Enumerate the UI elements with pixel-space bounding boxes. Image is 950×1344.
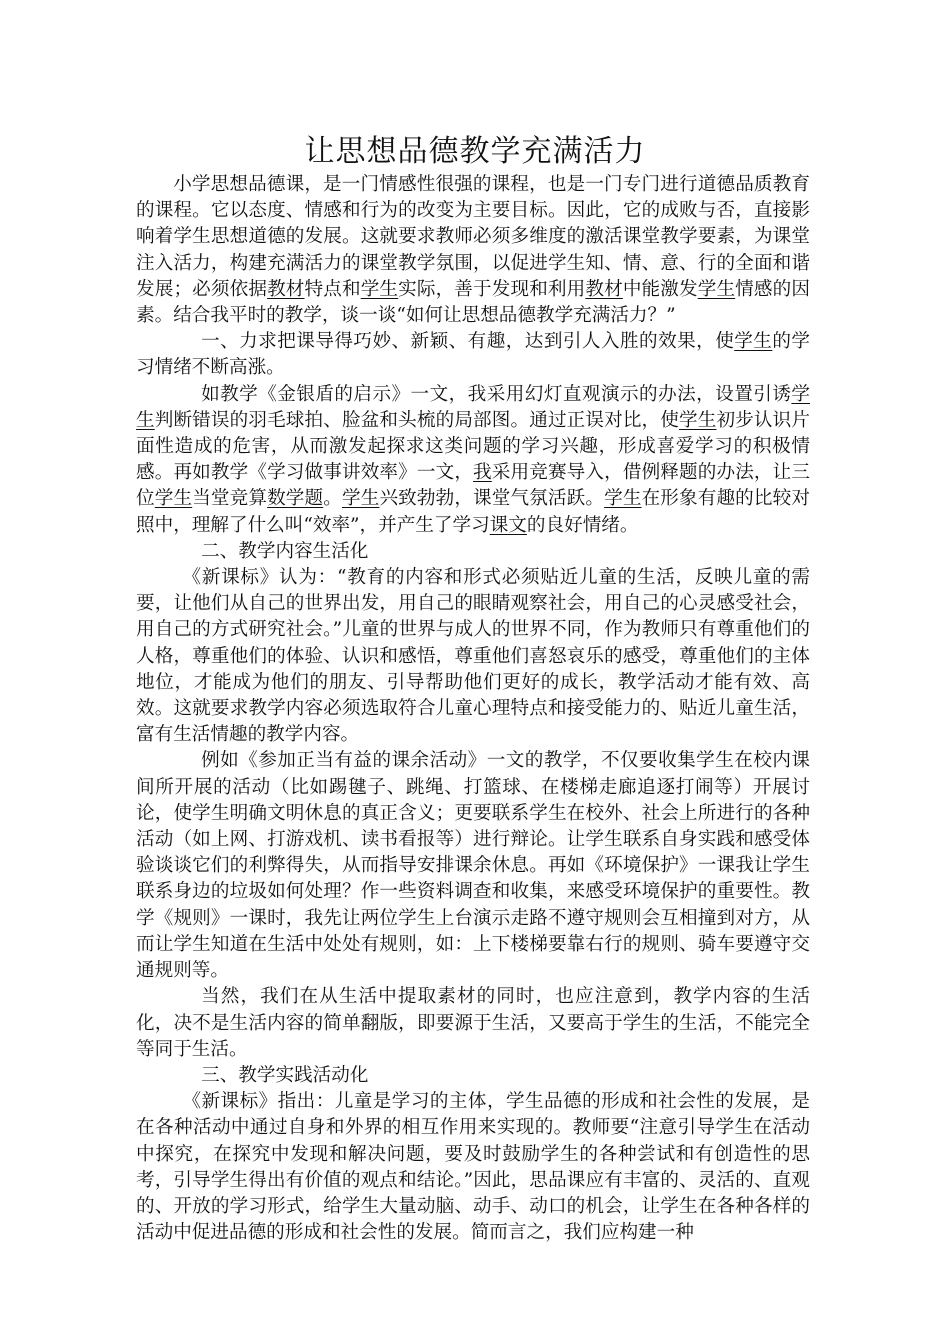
text-segment: 的学习情绪不断高涨。 <box>136 331 810 379</box>
paragraph <box>136 1063 810 1089</box>
underlined-term: 学生 <box>604 488 642 510</box>
paragraph <box>136 539 810 565</box>
text-segment: 二、教学内容生活化 <box>201 540 369 562</box>
underlined-term: 学生 <box>154 488 193 510</box>
underlined-term: 学生 <box>679 409 717 431</box>
text-segment: 一、力求把课导得巧妙、新颖、有趣，达到引人入胜的效果，使 <box>201 331 735 353</box>
text-segment: 小学思想品德课，是一门情感性很强的课程，也是一门专门进行道德品质教育的课程。它以态度、情感和行为的改变为主要目标。因此，它的成败与否，直接影响着学生思想道德的发展。这就要求教师必须多维度的激活课堂教学要素，为课堂注入活力，构建充满活力的课堂教学氛围，以促进学生知、情、意、行的全面和谐发展；必须依据 <box>136 174 810 300</box>
text-segment: 特点和 <box>304 278 361 300</box>
underlined-term: 数学题 <box>267 488 324 510</box>
text-segment: 当然，我们在从生活中提取素材的同时，也应注意到，教学内容的生活化，决不是生活内容的简单翻版，即要源于生活，又要高于学生的生活，不能完全等同于生活。 <box>136 986 810 1060</box>
text-segment: 中能激发 <box>622 278 698 300</box>
paragraph <box>136 1089 810 1246</box>
text-segment: 当堂竞算 <box>192 488 268 510</box>
text-segment: 的良好情绪。 <box>526 514 639 536</box>
text-segment: 实际，善于发现和利用 <box>398 278 586 300</box>
underlined-term: 学生 <box>360 278 399 300</box>
text-segment: 《新课标》认为：“教育的内容和形式必须贴近儿童的生活，反映儿童的需要，让他们从自己的世界出发，用自己的眼睛观察社会，用自己的心灵感受社会，用自己的方式研究社会。”儿童的世界与成人的世界不同，作为教师只有尊重他们的人格，尊重他们的体验、认识和感悟，尊重他们喜怒哀乐的感受，尊重他们的主体地位，才能成为他们的朋友、引导帮助他们更好的成长，教学活动才能有效、高效。这就要求教学内容必须选取符合儿童心理特点和接受能力的、贴近儿童生活，富有生活情趣的教学内容。 <box>136 567 810 746</box>
document-body <box>136 172 810 1246</box>
text-segment: 在形象有趣的比较对照中，理解了什么叫“效率”，并产生了学习 <box>136 488 810 536</box>
paragraph <box>136 748 810 984</box>
underlined-term: 学生 <box>697 278 736 300</box>
document-title: 让思想品德教学充满活力 <box>304 134 646 169</box>
underlined-term: 课文 <box>489 514 527 536</box>
text-segment: 判断错误的羽毛球拍、脸盆和头梳的局部图。通过正误对比，使 <box>154 409 680 431</box>
underlined-term: 学生 <box>734 331 773 353</box>
paragraph <box>136 984 810 1063</box>
underlined-term: 我 <box>473 462 492 484</box>
paragraph <box>136 382 810 539</box>
text-segment: 如教学《金银盾的启示》一文，我采用幻灯直观演示的办法，设置引诱 <box>201 383 792 405</box>
paragraph <box>136 172 810 329</box>
underlined-term: 学生 <box>341 488 380 510</box>
text-segment: 三、教学实践活动化 <box>201 1064 369 1086</box>
text-segment: 情感的因素。结合我平时的教学，谈一谈“如何让思想品德教学充满活力？” <box>136 278 810 327</box>
underlined-term: 教材 <box>267 278 305 300</box>
text-segment: 例如《参加正当有益的课余活动》一文的教学，不仅要收集学生在校内课间所开展的活动（比如踢毽子、跳绳、打篮球、在楼梯走廊追逐打闹等）开展讨论，使学生明确文明休息的真正含义；更要联系学生在校外、社会上所进行的各种活动（如上网、打游戏机、读书看报等）进行辩论。让学生联系自身实践和感受体验谈谈它们的利弊得失，从而指导安排课余休息。再如《环境保护》一课我让学生联系身边的垃圾如何处理？作一些资料调查和收集，来感受环境保护的重要性。教学《规则》一课时，我先让两位学生上台演示走路不遵守规则会互相撞到对方，从而让学生知道在生活中处处有规则，如：上下楼梯要靠右行的规则、骑车要遵守交通规则等。 <box>136 750 810 982</box>
text-segment: 。 <box>323 488 342 510</box>
text-segment: 《新课标》指出：儿童是学习的主体，学生品德的形成和社会性的发展，是在各种活动中通过自身和外界的相互作用来实现的。教师要“注意引导学生在活动中探究，在探究中发现和解决问题，要及时鼓励学生的各种尝试和有创造性的思考，引导学生得出有价值的观点和结论。”因此，思品课应有丰富的、灵活的、直观的、开放的学习形式，给学生大量动脑、动手、动口的机会，让学生在各种各样的活动中促进品德的形成和社会性的发展。简而言之，我们应构建一种 <box>136 1091 810 1244</box>
text-segment: 采用竞赛导入，借例释题的办法，让三位 <box>136 462 810 510</box>
text-segment: 兴致勃勃，课堂气氛活跃。 <box>379 488 605 510</box>
underlined-term: 教材 <box>585 278 623 300</box>
text-segment: 初步认识片面性造成的危害，从而激发起探求这类问题的学习兴趣，形成喜爱学习的积极情感。再如教学《学习做事讲效率》一文， <box>136 409 810 484</box>
paragraph <box>136 329 810 381</box>
paragraph <box>136 565 810 748</box>
underlined-term: 学生 <box>136 383 810 431</box>
